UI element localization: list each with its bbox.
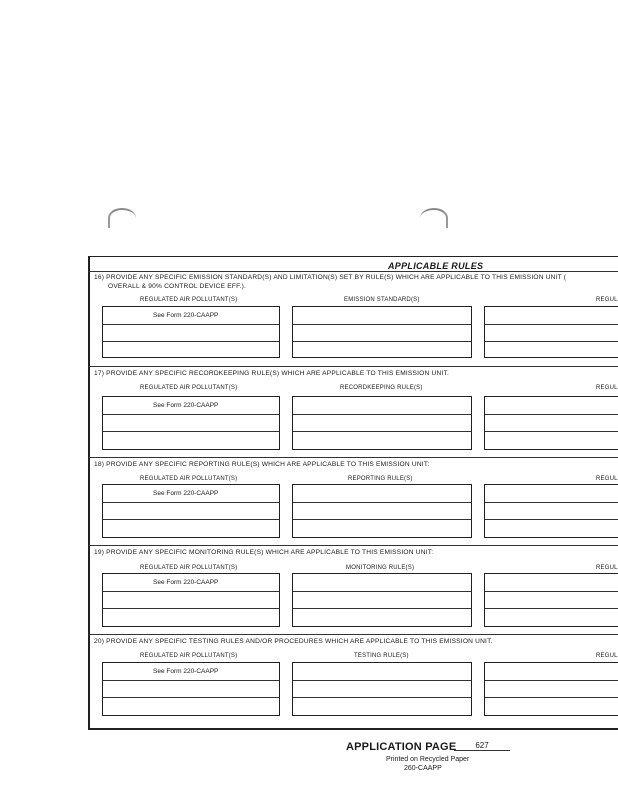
form-id: 260-CAAPP <box>404 765 442 772</box>
col-regul-header: REGUL <box>596 476 618 482</box>
section-divider <box>88 457 618 458</box>
col-testing-header: TESTING RULE(S) <box>354 653 409 659</box>
see-form-note: See Form 220-CAAPP <box>153 668 219 675</box>
page-number: 627 <box>454 741 510 751</box>
standards-field-16[interactable] <box>292 306 472 358</box>
monitoring-field-19[interactable] <box>292 573 472 627</box>
pollutants-field-19[interactable] <box>102 573 280 627</box>
section-divider <box>88 634 618 635</box>
binder-hole-right <box>420 208 448 228</box>
col-regul-header: REGUL <box>596 385 618 391</box>
col-pollutants-header: REGULATED AIR POLLUTANT(S) <box>140 653 238 659</box>
see-form-note: See Form 220-CAAPP <box>153 402 219 409</box>
pollutants-field-20[interactable] <box>102 662 280 716</box>
regul-field-20[interactable] <box>484 662 618 716</box>
section-divider <box>88 545 618 546</box>
see-form-note: See Form 220-CAAPP <box>153 312 219 319</box>
section-divider <box>88 366 618 367</box>
question-17: 17) PROVIDE ANY SPECIFIC RECORDKEEPING RULE(S) WHICH ARE APPLICABLE TO THIS EMISSION UNIT. <box>94 370 449 377</box>
regul-field-17[interactable] <box>484 396 618 450</box>
regul-field-18[interactable] <box>484 484 618 538</box>
col-pollutants-header: REGULATED AIR POLLUTANT(S) <box>140 476 238 482</box>
col-regul-header: REGUL <box>596 653 618 659</box>
question-19: 19) PROVIDE ANY SPECIFIC MONITORING RULE(S) WHICH ARE APPLICABLE TO THIS EMISSION UNIT: <box>94 549 434 556</box>
regul-field-19[interactable] <box>484 573 618 627</box>
header-top-rule <box>88 256 618 257</box>
recordkeeping-field-17[interactable] <box>292 396 472 450</box>
question-18: 18) PROVIDE ANY SPECIFIC REPORTING RULE(S) WHICH ARE APPLICABLE TO THIS EMISSION UNIT: <box>94 461 430 468</box>
col-regul-header: REGUL <box>596 565 618 571</box>
reporting-field-18[interactable] <box>292 484 472 538</box>
col-standards-header: EMISSION STANDARD(S) <box>344 297 420 303</box>
binder-hole-left <box>108 208 136 228</box>
pollutants-field-18[interactable] <box>102 484 280 538</box>
pollutants-field-17[interactable] <box>102 396 280 450</box>
application-page-label: APPLICATION PAGE <box>346 741 457 753</box>
pollutants-field-16[interactable] <box>102 306 280 358</box>
see-form-note: See Form 220-CAAPP <box>153 579 219 586</box>
question-16-continued: OVERALL & 90% CONTROL DEVICE EFF.). <box>108 283 247 290</box>
col-reporting-header: REPORTING RULE(S) <box>348 476 413 482</box>
testing-field-20[interactable] <box>292 662 472 716</box>
col-recordkeeping-header: RECORDKEEPING RULE(S) <box>340 385 423 391</box>
col-regul-header: REGUL <box>596 297 618 303</box>
col-pollutants-header: REGULATED AIR POLLUTANT(S) <box>140 297 238 303</box>
regul-field-16[interactable] <box>484 306 618 358</box>
header-bottom-rule <box>88 271 618 272</box>
section-title: APPLICABLE RULES <box>388 261 484 271</box>
question-20: 20) PROVIDE ANY SPECIFIC TESTING RULES AND/OR PROCEDURES WHICH ARE APPLICABLE TO THIS EMISSION UNIT. <box>94 638 493 645</box>
col-pollutants-header: REGULATED AIR POLLUTANT(S) <box>140 565 238 571</box>
see-form-note: See Form 220-CAAPP <box>153 490 219 497</box>
question-16: 16) PROVIDE ANY SPECIFIC EMISSION STANDARD(S) AND LIMITATION(S) SET BY RULE(S) WHICH ARE APPLICABLE TO THIS EMISSION UNIT ( <box>94 274 567 281</box>
col-monitoring-header: MONITORING RULE(S) <box>346 565 415 571</box>
col-pollutants-header: REGULATED AIR POLLUTANT(S) <box>140 385 238 391</box>
recycled-paper-note: Printed on Recycled Paper <box>386 756 470 763</box>
